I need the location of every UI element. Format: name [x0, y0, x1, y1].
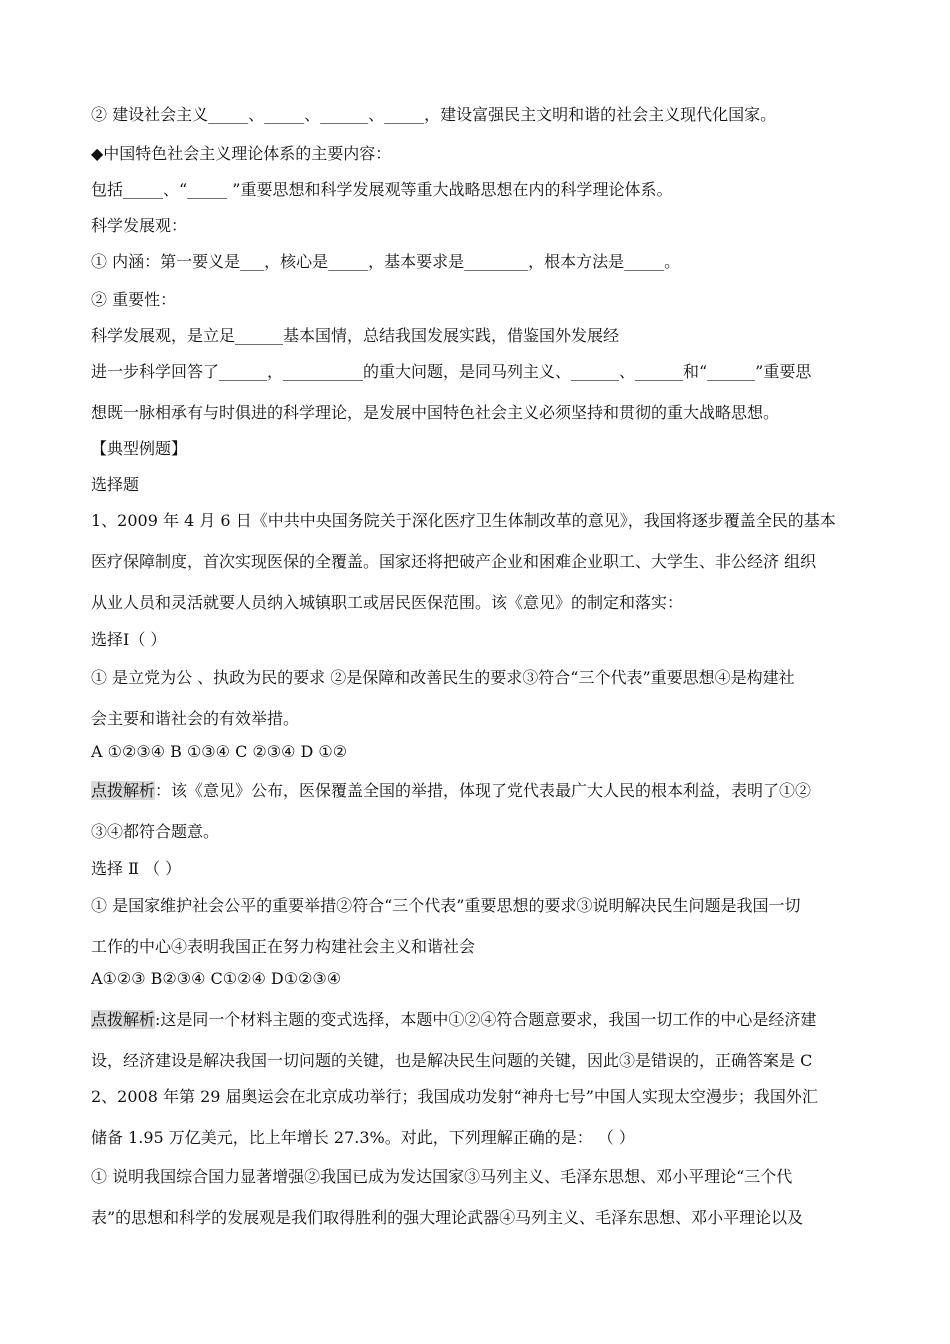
- analysis-text: :这是同一个材料主题的变式选择，本题中①②④符合题意要求，我国一切工作的中心是经济建: [155, 1010, 817, 1029]
- text-line: 选择题: [91, 475, 140, 494]
- analysis-text: ：该《意见》公布，医保覆盖全国的举措，体现了党代表最广大人民的根本利益，表明了①②: [155, 781, 812, 800]
- text-line: 医疗保障制度，首次实现医保的全覆盖。国家还将把破产企业和困难企业职工、大学生、非公经济 组织: [91, 552, 817, 571]
- text-line: 选择 Ⅱ （ ）: [91, 859, 182, 878]
- text-line: 2、2008 年第 29 届奥运会在北京成功举行；我国成功发射“神舟七号”中国人实现太空漫步；我国外汇: [91, 1087, 818, 1106]
- text-line: ① 内涵：第一要义是___，核心是_____，基本要求是________，根本方法是_____。: [91, 252, 681, 271]
- analysis-label: 点拨解析: [91, 1010, 156, 1029]
- analysis-line: [91, 778, 811, 801]
- text-line: 从业人员和灵活就要人员纳入城镇职工或居民医保范围。该《意见》的制定和落实：: [91, 593, 684, 612]
- text-line: 选择Ⅰ（ ）: [91, 630, 167, 649]
- text-line: 科学发展观：: [91, 216, 188, 235]
- text-line: ① 是立党为公 、执政为民的要求 ②是保障和改善民生的要求③符合“三个代表”重要思想④是构建社: [91, 668, 795, 687]
- answer-options: A ①②③④ B ①③④ C ②③④ D ①②: [91, 742, 348, 761]
- analysis-label: 点拨解析: [91, 781, 156, 800]
- text-line: 1、2009 年 4 月 6 日《中共中央国务院关于深化医疗卫生体制改革的意见》，我国将逐步覆盖全民的基本: [91, 511, 836, 530]
- text-line: 储备 1.95 万亿美元，比上年增长 27.3%。对此，下列理解正确的是： （ ）: [91, 1128, 635, 1147]
- text-line: ◆中国特色社会主义理论体系的主要内容：: [91, 144, 392, 163]
- analysis-line: [91, 1007, 816, 1030]
- text-line: ③④都符合题意。: [91, 822, 220, 841]
- text-line: 设，经济建设是解决我国一切问题的关键，也是解决民生问题的关键，因此③是错误的，正确答案是 C: [91, 1051, 813, 1070]
- text-line: 表”的思想和科学的发展观是我们取得胜利的强大理论武器④马列主义、毛泽东思想、邓小平理论以及: [91, 1208, 804, 1227]
- text-line: 进一步科学回答了______，__________的重大问题，是同马列主义、______、______和“______”重要思: [91, 362, 812, 381]
- text-line: ① 是国家维护社会公平的重要举措②符合“三个代表”重要思想的要求③说明解决民生问题是我国一切: [91, 896, 801, 915]
- answer-options: A①②③ B②③④ C①②④ D①②③④: [91, 969, 342, 988]
- text-line: 包括_____、“_____ ”重要思想和科学发展观等重大战略思想在内的科学理论体系。: [91, 180, 673, 199]
- section-heading: 【典型例题】: [91, 439, 188, 458]
- text-line: 科学发展观，是立足______基本国情，总结我国发展实践，借鉴国外发展经: [91, 326, 620, 345]
- text-line: ① 说明我国综合国力显著增强②我国已成为发达国家③马列主义、毛泽东思想、邓小平理论“三个代: [91, 1167, 793, 1186]
- text-line: ② 重要性：: [91, 290, 177, 309]
- text-line: 想既一脉相承有与时俱进的科学理论，是发展中国特色社会主义必须坚持和贯彻的重大战略思想。: [91, 403, 780, 422]
- text-line: ② 建设社会主义_____、_____、______、_____，建设富强民主文明和谐的社会主义现代化国家。: [91, 105, 777, 124]
- text-line: 工作的中心④表明我国正在努力构建社会主义和谐社会: [91, 937, 476, 956]
- text-line: 会主要和谐社会的有效举措。: [91, 709, 300, 728]
